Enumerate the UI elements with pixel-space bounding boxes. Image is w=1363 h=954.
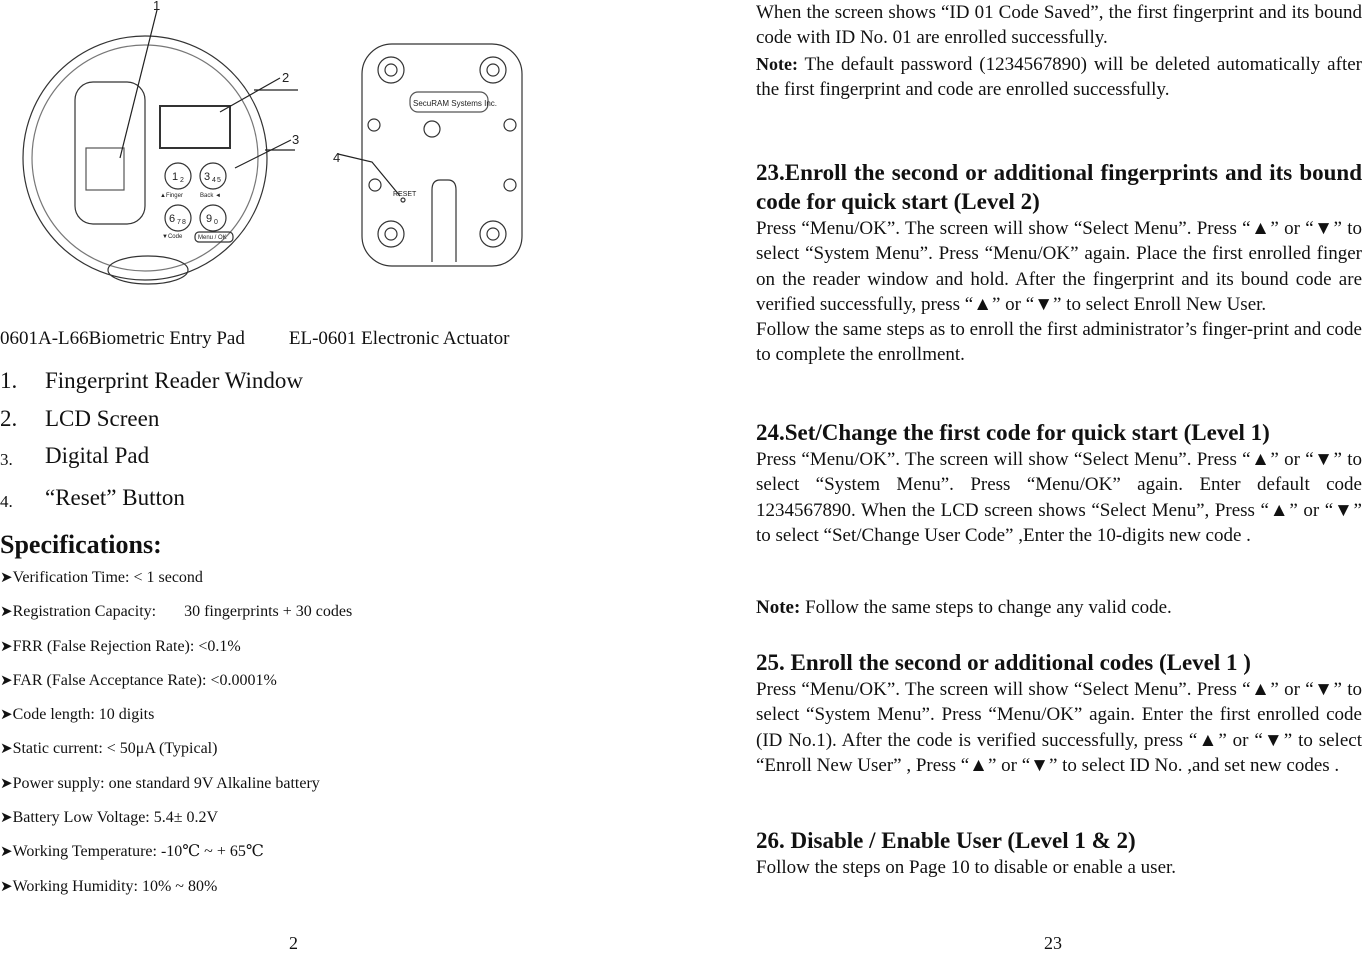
- arrow-bullet-icon: ➤: [0, 602, 13, 621]
- section-23-heading: 23.Enroll the second or additional fingerprints and its bound code for quick start (Level 2): [756, 160, 1362, 214]
- key-label-back: Back ◄: [200, 193, 221, 199]
- list-item: ➤FRR (False Rejection Rate): <0.1%: [0, 636, 241, 655]
- callout-4: 4: [333, 150, 341, 165]
- arrow-bullet-icon: ➤: [0, 568, 13, 586]
- list-item: 1. Fingerprint Reader Window: [0, 368, 303, 393]
- list-item: ➤Battery Low Voltage: 5.4± 0.2V: [0, 808, 219, 827]
- arrow-bullet-icon: ➤: [0, 773, 13, 792]
- key-5: 5: [217, 177, 221, 184]
- list-item: ➤Power supply: one standard 9V Alkaline battery: [0, 773, 320, 792]
- key-3: 3: [204, 171, 211, 183]
- key-4: 4: [212, 177, 216, 184]
- actuator-brand: SecuRAM Systems Inc.: [413, 99, 498, 108]
- arrow-bullet-icon: ➤: [0, 842, 13, 861]
- section-25-heading: 25. Enroll the second or additional codes (Level 1 ): [756, 650, 1251, 675]
- arrow-bullet-icon: ➤: [0, 808, 13, 827]
- right-page: [756, 0, 1362, 953]
- section-26-heading: 26. Disable / Enable User (Level 1 & 2): [756, 828, 1136, 853]
- key-label-menu: Menu / OK: [198, 235, 227, 241]
- key-0: 0: [214, 219, 218, 226]
- list-item: 3. Digital Pad: [0, 443, 150, 469]
- section-24-heading: 24.Set/Change the first code for quick start (Level 1): [756, 420, 1270, 445]
- arrow-bullet-icon: ➤: [0, 705, 13, 724]
- arrow-bullet-icon: ➤: [0, 739, 13, 758]
- lcd-screen: [160, 106, 230, 148]
- arrow-bullet-icon: ➤: [0, 636, 13, 655]
- caption-actuator: EL-0601 Electronic Actuator: [288, 328, 510, 349]
- key-8: 8: [182, 219, 186, 226]
- key-label-code: ▼Code: [162, 234, 183, 240]
- section-26-paragraph: Follow the steps on Page 10 to disable or enable a user.: [756, 857, 1177, 878]
- section-24-paragraph: Press “Menu/OK”. The screen will show “Select Menu”. Press “▲” or “▼” to select “System Menu”. Press “Menu/OK” again. Enter default code 1234567890. When the LCD screen shows “Select Menu”, Press “▲” or “▼” to select “Set/Change User Code” ,Enter the 10-digits new code .: [756, 449, 1362, 546]
- list-item: ➤Registration Capacity: 30 fingerprints + 30 codes: [0, 602, 353, 621]
- device-diagram: [20, 0, 600, 300]
- note-change-code: Note: Follow the same steps to change any valid code.: [756, 597, 1172, 618]
- reset-label: RESET: [393, 191, 417, 198]
- section-23-paragraph-2: Follow the same steps as to enroll the first administrator’s finger-print and code to complete the enrollment.: [756, 319, 1362, 366]
- list-item: ➤Working Humidity: 10% ~ 80%: [0, 876, 218, 895]
- callout-1: 1: [153, 0, 161, 13]
- key-2: 2: [180, 177, 184, 184]
- callout-3: 3: [292, 132, 300, 147]
- specifications-list: [0, 566, 352, 909]
- list-item: ➤Static current: < 50μA (Typical): [0, 739, 218, 758]
- list-item: 2. LCD Screen: [0, 405, 160, 431]
- section-25-paragraph: Press “Menu/OK”. The screen will show “Select Menu”. Press “▲” or “▼” to select “System Menu”. Press “Menu/OK” again. Enter the first enrolled code (ID No.1). After the code is verified successfully, press “▲” or “▼” to select “Enroll New User” , Press “▲” or “▼” to select ID No. ,and set new codes .: [756, 679, 1362, 776]
- key-6: 6: [169, 213, 176, 225]
- list-item: ➤Verification Time: < 1 second: [0, 568, 203, 586]
- list-item: ➤Code length: 10 digits: [0, 705, 155, 724]
- page-number-left: 2: [289, 933, 298, 953]
- caption-entry-pad: 0601A-L66Biometric Entry Pad: [0, 328, 245, 349]
- list-item: ➤Working Temperature: -10℃ ~ + 65℃: [0, 842, 264, 861]
- arrow-bullet-icon: ➤: [0, 876, 13, 895]
- key-9: 9: [206, 213, 213, 225]
- specifications-heading: Specifications:: [0, 530, 162, 559]
- arrow-bullet-icon: ➤: [0, 670, 13, 689]
- parts-list: [0, 362, 303, 520]
- key-label-finger: ▲Finger: [160, 193, 183, 199]
- intro-paragraph: When the screen shows “ID 01 Code Saved”, the first fingerprint and its bound code with ID No. 01 are enrolled successfully.: [756, 2, 1362, 49]
- key-7: 7: [177, 219, 181, 226]
- page-number-right: 23: [1044, 933, 1062, 953]
- left-page: [0, 0, 620, 953]
- list-item: 4. “Reset” Button: [0, 484, 185, 511]
- list-item: ➤FAR (False Acceptance Rate): <0.0001%: [0, 670, 277, 689]
- key-1: 1: [172, 171, 179, 183]
- actuator-body: [362, 44, 522, 266]
- note-default-password: Note: The default password (1234567890) will be deleted automatically after the first fingerprint and code are enrolled successfully.: [756, 53, 1362, 100]
- callout-2: 2: [282, 70, 290, 85]
- section-23-paragraph: Press “Menu/OK”. The screen will show “Select Menu”. Press “▲” or “▼” to select “System Menu”. Press “Menu/OK” again. Place the first enrolled finger on the reader window and hold. After the fingerprint and its bound code are verified successfully, press “▲” or “▼” to select Enroll New User.: [756, 218, 1362, 315]
- figure-captions: [0, 328, 509, 350]
